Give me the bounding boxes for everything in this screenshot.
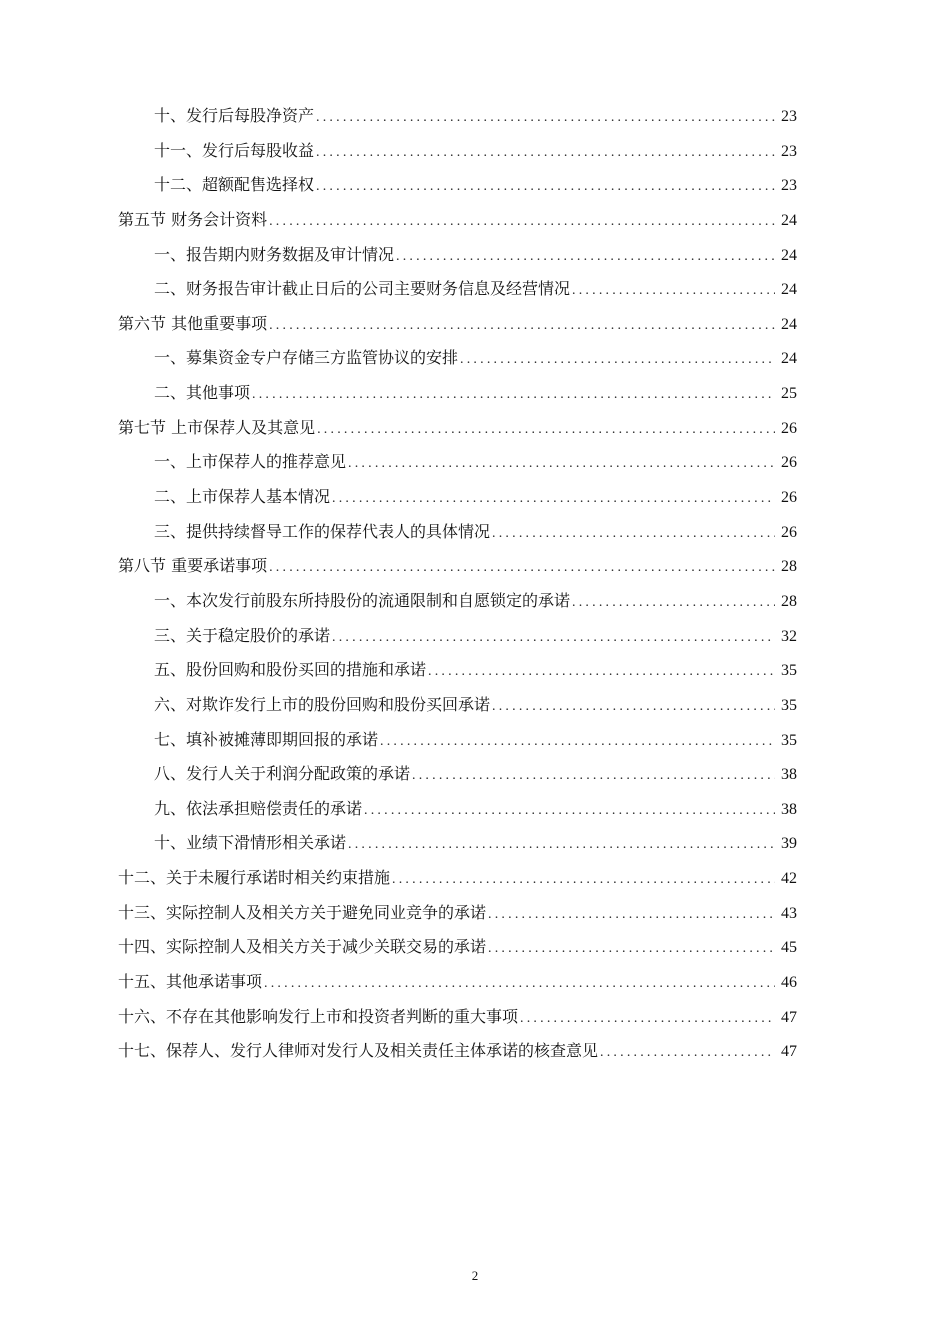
toc-entry[interactable] xyxy=(118,1000,797,1035)
toc-entry[interactable] xyxy=(118,515,797,550)
toc-entry-title: 十四、实际控制人及相关方关于减少关联交易的承诺 xyxy=(118,937,487,957)
toc-entry-title: 二、上市保荐人基本情况 xyxy=(154,487,331,507)
toc-dot-leader xyxy=(428,655,775,690)
toc-entry-page: 26 xyxy=(781,489,797,507)
toc-entry[interactable] xyxy=(118,203,797,238)
toc-entry-title: 二、财务报告审计截止日后的公司主要财务信息及经营情况 xyxy=(154,279,571,299)
toc-entry-title: 第八节 重要承诺事项 xyxy=(118,556,268,576)
toc-entry-page: 28 xyxy=(781,558,797,576)
toc-dot-leader xyxy=(460,343,775,378)
toc-entry[interactable] xyxy=(118,584,797,619)
page-number: 2 xyxy=(471,1268,479,1283)
toc-entry[interactable] xyxy=(118,307,797,342)
toc-entry-title: 三、关于稳定股价的承诺 xyxy=(154,625,331,645)
toc-entry[interactable] xyxy=(118,723,797,758)
toc-entry[interactable] xyxy=(118,411,797,446)
toc-entry-title: 十五、其他承诺事项 xyxy=(118,972,263,992)
toc-entry[interactable] xyxy=(118,826,797,861)
toc-dot-leader xyxy=(316,136,775,171)
toc-entry-title: 三、提供持续督导工作的保荐代表人的具体情况 xyxy=(154,521,491,541)
toc-dot-leader xyxy=(332,482,775,517)
toc-entry-title: 七、填补被摊薄即期回报的承诺 xyxy=(154,729,379,749)
toc-entry-title: 十七、保荐人、发行人律师对发行人及相关责任主体承诺的核查意见 xyxy=(118,1041,599,1061)
toc-entry[interactable] xyxy=(118,930,797,965)
toc-entry-page: 23 xyxy=(781,142,797,160)
toc-entry-page: 24 xyxy=(781,350,797,368)
toc-entry-page: 39 xyxy=(781,835,797,853)
toc-dot-leader xyxy=(269,205,775,240)
toc-entry-title: 十三、实际控制人及相关方关于避免同业竞争的承诺 xyxy=(118,902,487,922)
toc-entry[interactable] xyxy=(118,272,797,307)
toc-entry-page: 43 xyxy=(781,904,797,922)
toc-entry-page: 23 xyxy=(781,108,797,125)
toc-entry-title: 一、上市保荐人的推荐意见 xyxy=(154,452,347,472)
toc-entry[interactable] xyxy=(118,688,797,723)
toc-dot-leader xyxy=(572,274,775,309)
toc-dot-leader xyxy=(600,1036,775,1071)
toc-dot-leader xyxy=(364,794,775,829)
toc-dot-leader xyxy=(520,1002,775,1037)
toc-dot-leader xyxy=(380,725,775,760)
toc-entry-title: 十二、超额配售选择权 xyxy=(154,175,315,195)
toc-entry[interactable] xyxy=(118,549,797,584)
toc-dot-leader xyxy=(412,759,775,794)
toc-entry[interactable] xyxy=(118,445,797,480)
toc-entry-page: 24 xyxy=(781,246,797,264)
toc-entry[interactable] xyxy=(118,238,797,273)
toc-entry[interactable] xyxy=(118,341,797,376)
toc-entry-page: 32 xyxy=(781,627,797,645)
toc-entry[interactable] xyxy=(118,480,797,515)
toc-entry-title: 一、募集资金专户存储三方监管协议的安排 xyxy=(154,348,459,368)
toc-entry[interactable] xyxy=(118,896,797,931)
toc-entry-title: 十、业绩下滑情形相关承诺 xyxy=(154,833,347,853)
toc-entry[interactable] xyxy=(118,619,797,654)
toc-entry[interactable] xyxy=(118,99,797,134)
toc-dot-leader xyxy=(332,621,775,656)
toc-dot-leader xyxy=(348,447,775,482)
toc-entry-title: 二、其他事项 xyxy=(154,383,251,403)
toc-entry-title: 九、依法承担赔偿责任的承诺 xyxy=(154,798,363,818)
toc-entry-page: 38 xyxy=(781,800,797,818)
toc-entry-page: 35 xyxy=(781,696,797,714)
toc-entry[interactable] xyxy=(118,965,797,1000)
toc-entry-title: 十、发行后每股净资产 xyxy=(154,106,315,125)
toc-entry-page: 26 xyxy=(781,454,797,472)
toc-entry-page: 47 xyxy=(781,1043,797,1061)
toc-entry-title: 八、发行人关于利润分配政策的承诺 xyxy=(154,764,411,784)
toc-entry-page: 24 xyxy=(781,211,797,229)
toc-dot-leader xyxy=(572,586,775,621)
toc-dot-leader xyxy=(317,413,775,448)
toc-dot-leader xyxy=(492,517,775,552)
toc-entry-page: 47 xyxy=(781,1008,797,1026)
toc-entry[interactable] xyxy=(118,1034,797,1069)
toc-entry-page: 28 xyxy=(781,592,797,610)
toc-entry-page: 24 xyxy=(781,315,797,333)
toc-entry[interactable] xyxy=(118,376,797,411)
toc-entry-page: 42 xyxy=(781,870,797,888)
toc-entry-title: 一、本次发行前股东所持股份的流通限制和自愿锁定的承诺 xyxy=(154,590,571,610)
toc-entry[interactable] xyxy=(118,757,797,792)
toc-entry[interactable] xyxy=(118,134,797,169)
toc-entry-page: 23 xyxy=(781,177,797,195)
toc-dot-leader xyxy=(264,967,775,1002)
toc-entry-page: 24 xyxy=(781,281,797,299)
toc-dot-leader xyxy=(488,898,775,933)
toc-dot-leader xyxy=(269,309,775,344)
toc-entry-page: 35 xyxy=(781,731,797,749)
toc-dot-leader xyxy=(316,170,775,205)
toc-entry-title: 第五节 财务会计资料 xyxy=(118,209,268,229)
toc-entry-page: 38 xyxy=(781,766,797,784)
toc-dot-leader xyxy=(488,932,775,967)
toc-entry-title: 一、报告期内财务数据及审计情况 xyxy=(154,244,395,264)
table-of-contents xyxy=(118,99,797,1069)
toc-entry-page: 46 xyxy=(781,974,797,992)
toc-entry-title: 十一、发行后每股收益 xyxy=(154,140,315,160)
toc-entry-page: 35 xyxy=(781,662,797,680)
toc-entry-page: 26 xyxy=(781,523,797,541)
toc-entry-title: 五、股份回购和股份买回的措施和承诺 xyxy=(154,660,427,680)
toc-entry-title: 十二、关于未履行承诺时相关约束措施 xyxy=(118,868,391,888)
toc-entry-page: 45 xyxy=(781,939,797,957)
toc-entry-page: 26 xyxy=(781,419,797,437)
toc-dot-leader xyxy=(269,551,775,586)
toc-entry-title: 十六、不存在其他影响发行上市和投资者判断的重大事项 xyxy=(118,1006,519,1026)
toc-entry[interactable] xyxy=(118,653,797,688)
toc-dot-leader xyxy=(492,690,775,725)
toc-entry-title: 第七节 上市保荐人及其意见 xyxy=(118,417,316,437)
toc-dot-leader xyxy=(316,101,775,136)
toc-entry[interactable] xyxy=(118,792,797,827)
toc-entry[interactable] xyxy=(118,168,797,203)
toc-entry-page: 25 xyxy=(781,385,797,403)
toc-dot-leader xyxy=(392,863,775,898)
toc-dot-leader xyxy=(348,828,775,863)
toc-entry-title: 六、对欺诈发行上市的股份回购和股份买回承诺 xyxy=(154,694,491,714)
toc-dot-leader xyxy=(252,378,775,413)
toc-dot-leader xyxy=(396,240,775,275)
toc-entry[interactable] xyxy=(118,861,797,896)
toc-entry-title: 第六节 其他重要事项 xyxy=(118,313,268,333)
